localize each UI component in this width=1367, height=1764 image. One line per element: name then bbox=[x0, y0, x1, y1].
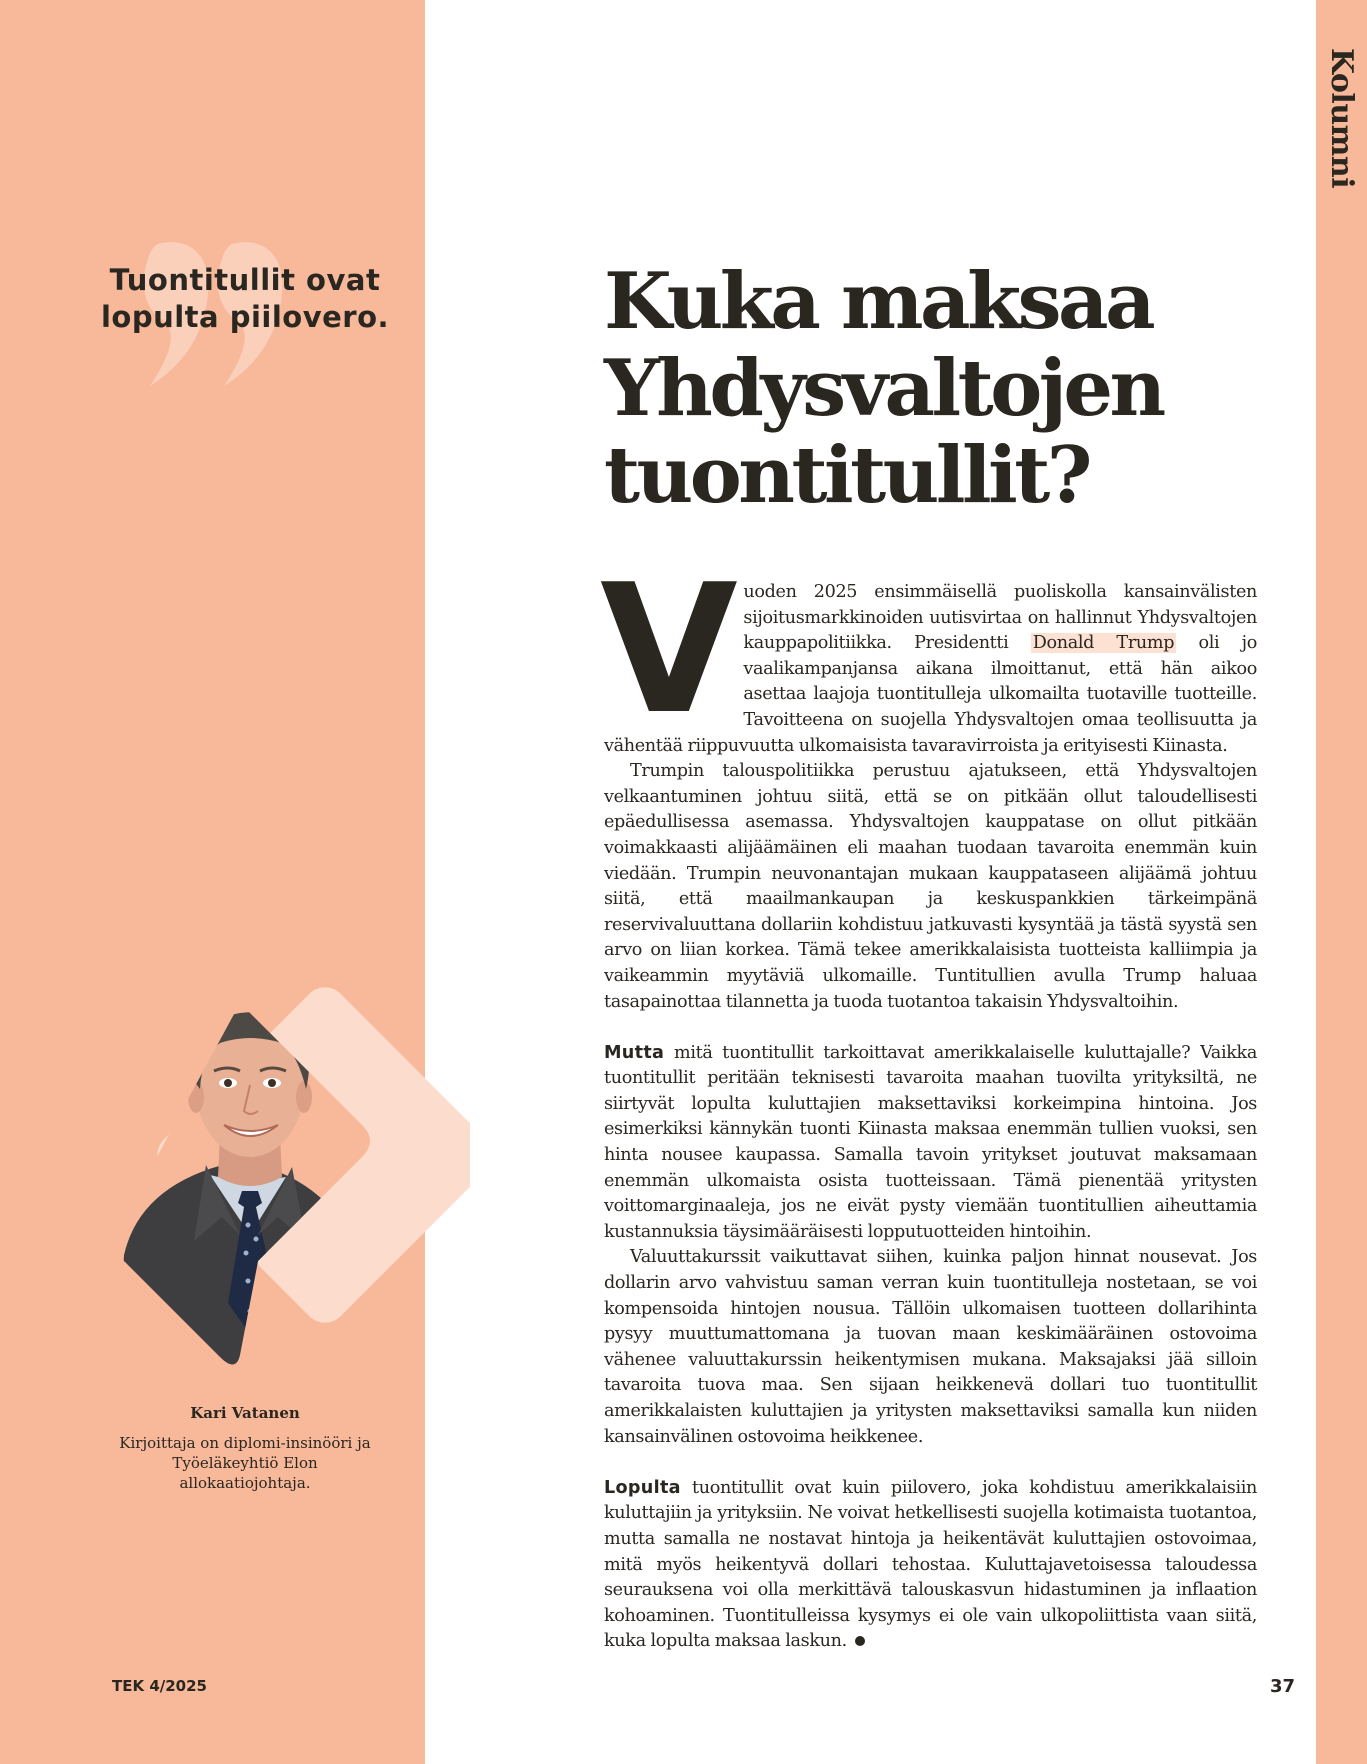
end-of-article-bullet-icon bbox=[855, 1636, 865, 1646]
pull-quote: Tuontitullit ovat lopulta piilovero. bbox=[100, 263, 390, 334]
issue-label: TEK 4/2025 bbox=[112, 1677, 207, 1695]
author-name: Kari Vatanen bbox=[190, 1404, 300, 1422]
author-portrait bbox=[110, 985, 470, 1375]
headline-line-2: Yhdysvaltojen bbox=[604, 343, 1163, 434]
paragraph-1-text-end: oli jo vaalikampanjansa aikana ilmoittanut, että hän aikoo asettaa laajoja tuontitulleja ulkomailta tuotaville tuotteille. Tavoitteena on suojella Yhdysvaltojen omaa teollisuutta ja vähentää riippuvuutta ulkomaisista tavaravirroista ja erityisesti Kiinasta. bbox=[604, 633, 1257, 756]
article-paragraph-3 bbox=[604, 1041, 1257, 1246]
article-paragraph-1 bbox=[600, 546, 1257, 759]
author-bio: Kirjoittaja on diplomi-insinööri ja Työeläkeyhtiö Elon allokaatiojohtaja. bbox=[119, 1434, 371, 1492]
paragraph-1-text-start: uoden 2025 ensimmäisellä puoliskolla kansainvälisten sijoitusmarkkinoiden uutisvirtaa on hallinnut Yhdysvaltojen kauppapolitiikka. Presidentti bbox=[743, 582, 1257, 654]
page-number: 37 bbox=[1270, 1676, 1296, 1697]
paragraph-3-lead-word: Mutta bbox=[604, 1042, 665, 1063]
paragraph-5-lead-word: Lopulta bbox=[604, 1477, 681, 1498]
highlighted-name: Donald Trump bbox=[1032, 633, 1175, 654]
article-body bbox=[600, 546, 1257, 1655]
article-paragraph-5 bbox=[604, 1476, 1257, 1655]
headline-line-3: tuontitullit? bbox=[604, 430, 1089, 521]
right-edge-strip bbox=[1316, 0, 1367, 1764]
section-label: Kolumni bbox=[1324, 48, 1359, 189]
headline-line-1: Kuka maksaa bbox=[604, 256, 1153, 347]
paragraph-5-text: tuontitullit ovat kuin piilovero, joka kohdistuu amerikkalaisiin kuluttajiin ja yrityksiin. Ne voivat hetkellisesti suojella kotimaista tuotantoa, mutta samalla ne nostavat hintoja ja heikentävät kuluttajien ostovoimaa, mitä myös heikentyvä dollari tehostaa. Kuluttajavetoisessa taloudessa seurauksena voi olla merkittävä talouskasvun hidastuminen ja inflaation kohoaminen. Tuontitulleissa kysymys ei ole vain ulkopoliittista vaan siitä, kuka lopulta maksaa laskun. bbox=[604, 1477, 1257, 1652]
paragraph-3-text: mitä tuontitullit tarkoittavat amerikkalaiselle kuluttajalle? Vaikka tuontitullit peritään teknisesti tavaroita maahan tuovilta yrityksiltä, ne siirtyvät lopulta kuluttajien maksettaviksi korkeimpina hintoina. Jos esimerkiksi kännykän tuonti Kiinasta maksaa enemmän tullien vuoksi, sen hinta nousee kaupassa. Samalla tavoin yritykset joutuvat maksamaan enemmän ulkomaista osista tuotteissaan. Tämä pienentää yritysten voittomarginaaleja, jos ne eivät pysty viemään tuontitullien aiheuttamia kustannuksia täysimääräisesti lopputuotteiden hintoihin. bbox=[604, 1042, 1257, 1242]
article-paragraph-4: Valuuttakurssit vaikuttavat siihen, kuinka paljon hinnat nousevat. Jos dollarin arvo vahvistuu saman verran kuin tuontitulleja nostetaan, se voi kompensoida hintojen nousua. Tällöin ulkomaisen tuotteen dollarihinta pysyy muuttumattomana ja tuovan maan keskimääräinen ostovoima vähenee valuuttakurssin heikentymisen mukana. Maksajaksi jää silloin tavaroita tuova maa. Sen sijaan heikkenevä dollari tuo tuontitullit amerikkalaisten kuluttajien ja yritysten maksettaviksi samalla kun niiden kansainvälinen ostovoima heikkenee. bbox=[604, 1247, 1257, 1447]
drop-cap: V bbox=[600, 546, 738, 753]
article-paragraph-2: Trumpin talouspolitiikka perustuu ajatukseen, että Yhdysvaltojen velkaantuminen johtuu siitä, että se on pitkään ollut taloudellisesti epäedullisessa asemassa. Yhdysvaltojen kauppatase on ollut pitkään voimakkaasti alijäämäinen eli maahan tuodaan tavaroita enemmän kuin viedään. Trumpin neuvonantajan mukaan kauppataseen alijäämä johtuu siitä, että maailmankaupan ja keskuspankkien tärkeimpänä reservivaluuttana dollariin kohdistuu jatkuvasti kysyntää ja tästä syystä sen arvo on liian korkea. Tämä tekee amerikkalaisista tuotteista kalliimpia ja vaikeammin myytäviä ulkomaille. Tuntitullien avulla Trump haluaa tasapainottaa tilannetta ja tuoda tuotantoa takaisin Yhdysvaltoihin. bbox=[604, 761, 1257, 1012]
article-headline bbox=[604, 258, 1284, 519]
